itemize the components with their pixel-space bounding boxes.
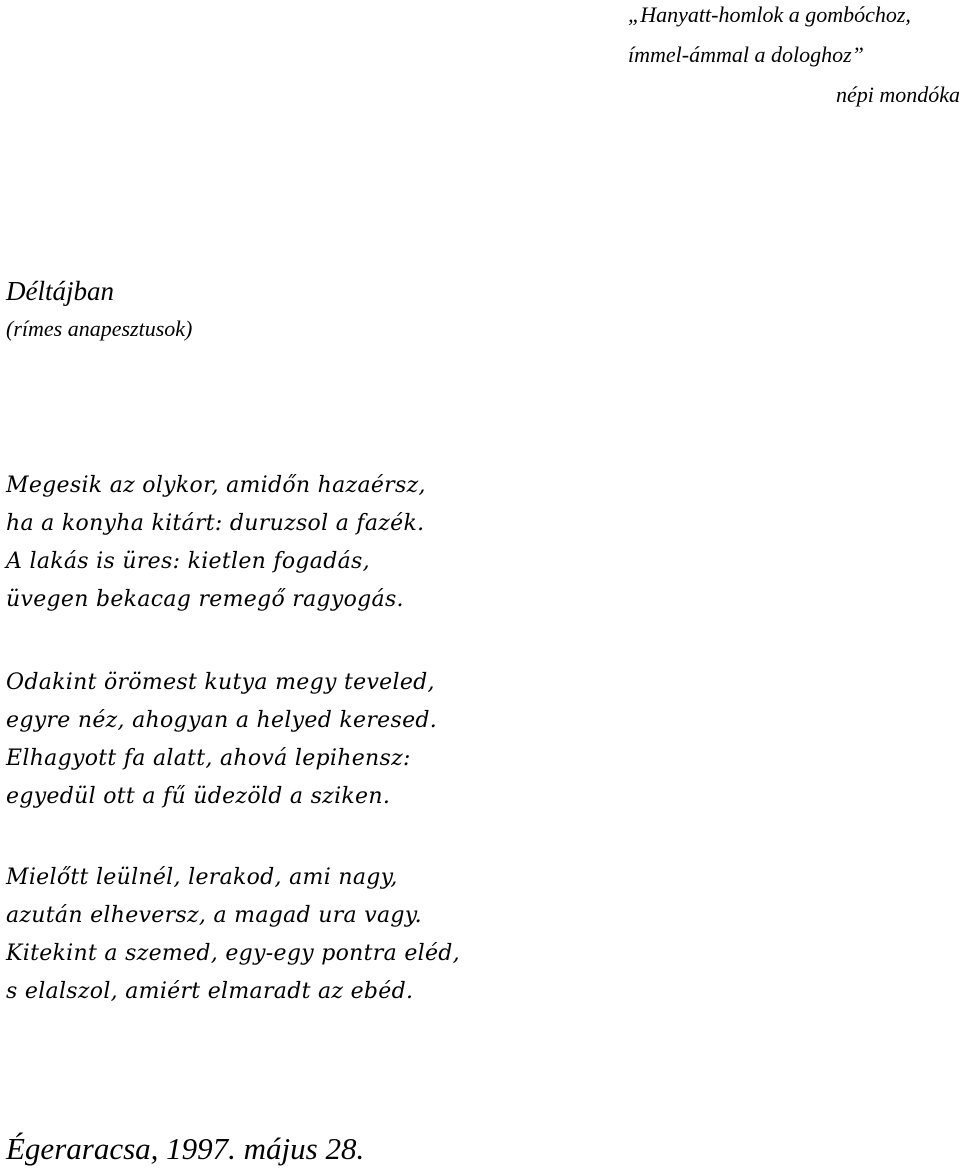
verse-line: egyedül ott a fű üdezöld a sziken. bbox=[6, 784, 391, 809]
verse-line: s elalszol, amiért elmaradt az ebéd. bbox=[6, 979, 414, 1004]
verse-line: azután elheversz, a magad ura vagy. bbox=[6, 903, 422, 928]
verse-line: Odakint örömest kutya megy teveled, bbox=[6, 670, 435, 695]
verse-line: Megesik az olykor, amidőn hazaérsz, bbox=[6, 473, 426, 498]
poem-subtitle: (rímes anapesztusok) bbox=[6, 316, 193, 341]
verse-line: egyre néz, ahogyan a helyed keresed. bbox=[6, 708, 438, 733]
place-and-date: Égeraracsa, 1997. május 28. bbox=[6, 1131, 365, 1166]
verse-line: A lakás is üres: kietlen fogadás, bbox=[6, 549, 370, 574]
verse-line: Mielőtt leülnél, lerakod, ami nagy, bbox=[6, 865, 398, 890]
motto-source: népi mondóka bbox=[835, 82, 960, 107]
motto-line: ímmel-ámmal a dologhoz” bbox=[628, 42, 864, 67]
verse-line: üvegen bekacag remegő ragyogás. bbox=[6, 587, 404, 612]
stanza bbox=[6, 667, 437, 819]
poem-title: Déltájban bbox=[6, 276, 114, 306]
verse-line: Kitekint a szemed, egy-egy pontra eléd, bbox=[6, 941, 460, 966]
verse-line: Elhagyott fa alatt, ahová lepihensz: bbox=[6, 746, 411, 771]
motto-line: „Hanyatt-homlok a gombóchoz, bbox=[628, 2, 911, 27]
stanza bbox=[6, 470, 426, 622]
motto-block bbox=[620, 0, 960, 120]
verse-line: ha a konyha kitárt: duruzsol a fazék. bbox=[6, 511, 425, 536]
stanza bbox=[6, 862, 460, 1014]
